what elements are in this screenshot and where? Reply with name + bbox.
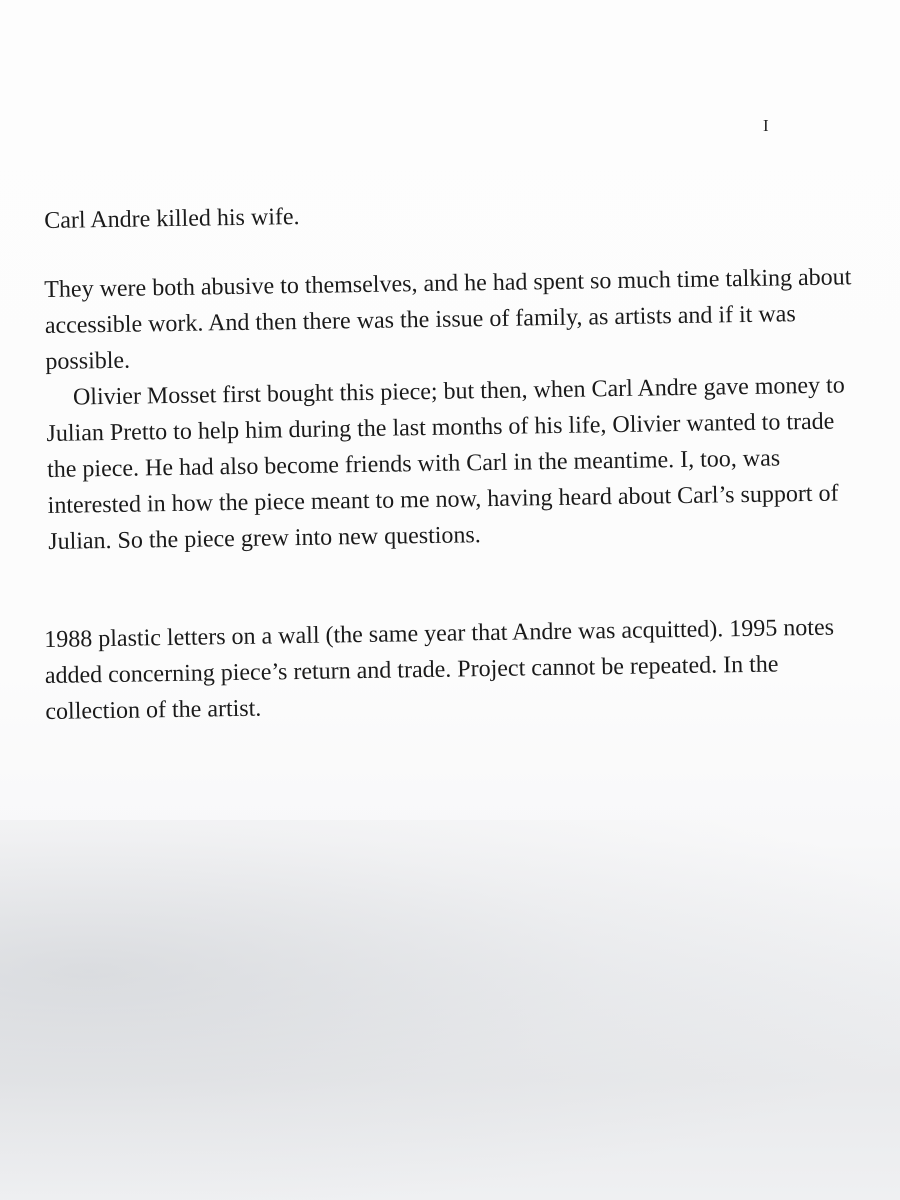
work-caption: 1988 plastic letters on a wall (the same year that Andre was acquitted). 1995 notes added concerning piece’s return and trade. Project cannot be repeated. In the collection of the artist. xyxy=(44,614,835,725)
body-text-block xyxy=(44,259,858,560)
paragraph-2: Olivier Mosset first bought this piece; but then, when Carl Andre gave money to Julian Pretto to help him during the last months of his life, Olivier wanted to trade the piece. He had also become friends with Carl in the meantime. I, too, was interested in how the piece meant to me now, having heard about Carl’s support of Julian. So the piece grew into new questions. xyxy=(46,372,845,555)
opening-line: Carl Andre killed his wife. xyxy=(44,203,300,234)
paragraph-1: They were both abusive to themselves, and he had spent so much time talking about accessible work. And then there was the issue of family, as artists and if it was possible. xyxy=(44,264,852,375)
caption-block xyxy=(44,609,856,730)
page-number: I xyxy=(763,116,770,135)
page-shadow xyxy=(0,820,900,1200)
opening-line-block xyxy=(44,190,854,239)
